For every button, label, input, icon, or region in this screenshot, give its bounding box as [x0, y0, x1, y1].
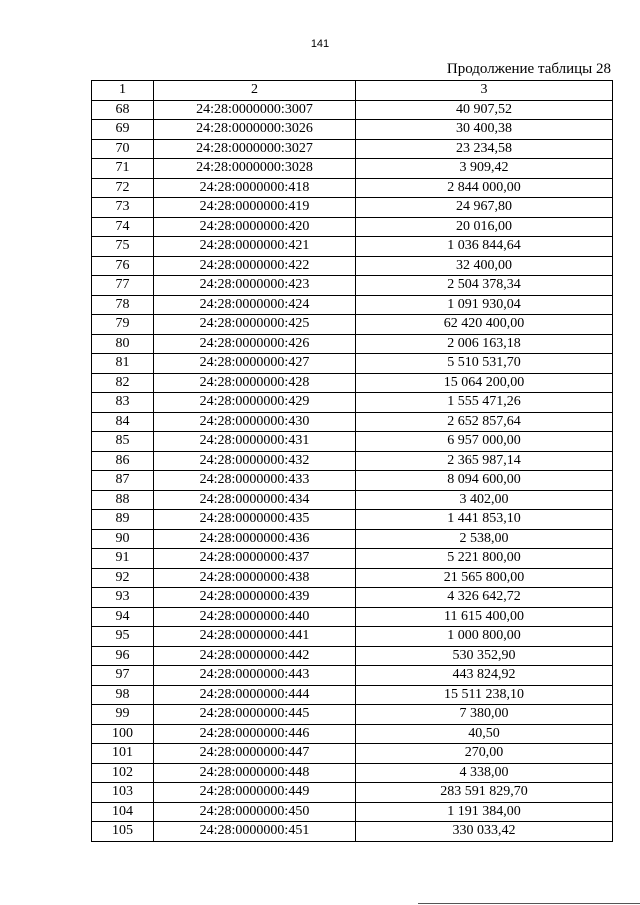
cell-value: 3 909,42	[356, 159, 613, 179]
cell-index: 69	[92, 120, 154, 140]
cell-value: 1 000 800,00	[356, 627, 613, 647]
cell-cadastral-number: 24:28:0000000:430	[154, 412, 356, 432]
cell-value: 15 064 200,00	[356, 373, 613, 393]
cell-cadastral-number: 24:28:0000000:443	[154, 666, 356, 686]
cell-cadastral-number: 24:28:0000000:438	[154, 568, 356, 588]
table-row	[92, 198, 613, 218]
cell-index: 93	[92, 588, 154, 608]
cell-value: 11 615 400,00	[356, 607, 613, 627]
cell-index: 105	[92, 822, 154, 842]
cell-value: 20 016,00	[356, 217, 613, 237]
cell-cadastral-number: 24:28:0000000:439	[154, 588, 356, 608]
cell-cadastral-number: 24:28:0000000:436	[154, 529, 356, 549]
cell-cadastral-number: 24:28:0000000:445	[154, 705, 356, 725]
cell-value: 2 652 857,64	[356, 412, 613, 432]
table-row	[92, 393, 613, 413]
table-header-row	[92, 81, 613, 101]
cell-value: 15 511 238,10	[356, 685, 613, 705]
cell-cadastral-number: 24:28:0000000:433	[154, 471, 356, 491]
cell-value: 62 420 400,00	[356, 315, 613, 335]
cell-value: 270,00	[356, 744, 613, 764]
table-row	[92, 822, 613, 842]
cell-index: 96	[92, 646, 154, 666]
cell-cadastral-number: 24:28:0000000:441	[154, 627, 356, 647]
cell-index: 88	[92, 490, 154, 510]
table-row	[92, 120, 613, 140]
cell-value: 1 555 471,26	[356, 393, 613, 413]
cell-cadastral-number: 24:28:0000000:447	[154, 744, 356, 764]
table-row	[92, 607, 613, 627]
cell-value: 443 824,92	[356, 666, 613, 686]
cell-index: 85	[92, 432, 154, 452]
table-row	[92, 217, 613, 237]
cell-value: 3 402,00	[356, 490, 613, 510]
cell-index: 92	[92, 568, 154, 588]
cell-value: 1 191 384,00	[356, 802, 613, 822]
cell-cadastral-number: 24:28:0000000:421	[154, 237, 356, 257]
cell-value: 30 400,38	[356, 120, 613, 140]
cell-index: 74	[92, 217, 154, 237]
cell-index: 72	[92, 178, 154, 198]
table-row	[92, 549, 613, 569]
cell-value: 283 591 829,70	[356, 783, 613, 803]
table-row	[92, 802, 613, 822]
cell-value: 23 234,58	[356, 139, 613, 159]
cell-index: 97	[92, 666, 154, 686]
table-row	[92, 744, 613, 764]
table-row	[92, 315, 613, 335]
cell-index: 103	[92, 783, 154, 803]
footer-rule	[418, 903, 640, 904]
cell-value: 5 510 531,70	[356, 354, 613, 374]
cell-value: 32 400,00	[356, 256, 613, 276]
cell-cadastral-number: 24:28:0000000:426	[154, 334, 356, 354]
cell-index: 68	[92, 100, 154, 120]
cell-index: 101	[92, 744, 154, 764]
table-row	[92, 568, 613, 588]
cell-index: 87	[92, 471, 154, 491]
cell-cadastral-number: 24:28:0000000:446	[154, 724, 356, 744]
cell-index: 94	[92, 607, 154, 627]
cell-cadastral-number: 24:28:0000000:450	[154, 802, 356, 822]
table-row	[92, 529, 613, 549]
cell-index: 91	[92, 549, 154, 569]
data-table	[91, 80, 613, 842]
cell-index: 70	[92, 139, 154, 159]
cell-value: 1 441 853,10	[356, 510, 613, 530]
cell-cadastral-number: 24:28:0000000:420	[154, 217, 356, 237]
table-row	[92, 627, 613, 647]
cell-index: 73	[92, 198, 154, 218]
table-row	[92, 237, 613, 257]
cell-index: 90	[92, 529, 154, 549]
cell-value: 2 538,00	[356, 529, 613, 549]
cell-index: 99	[92, 705, 154, 725]
table-row	[92, 178, 613, 198]
table-row	[92, 159, 613, 179]
header-cell-cadastral-number: 2	[154, 81, 356, 101]
cell-cadastral-number: 24:28:0000000:437	[154, 549, 356, 569]
cell-cadastral-number: 24:28:0000000:449	[154, 783, 356, 803]
table-row	[92, 412, 613, 432]
table-row	[92, 783, 613, 803]
table-row	[92, 100, 613, 120]
cell-cadastral-number: 24:28:0000000:427	[154, 354, 356, 374]
cell-index: 102	[92, 763, 154, 783]
cell-cadastral-number: 24:28:0000000:435	[154, 510, 356, 530]
cell-value: 6 957 000,00	[356, 432, 613, 452]
cell-index: 78	[92, 295, 154, 315]
cell-cadastral-number: 24:28:0000000:451	[154, 822, 356, 842]
cell-value: 530 352,90	[356, 646, 613, 666]
table-row	[92, 139, 613, 159]
cell-cadastral-number: 24:28:0000000:428	[154, 373, 356, 393]
cell-cadastral-number: 24:28:0000000:429	[154, 393, 356, 413]
cell-value: 2 006 163,18	[356, 334, 613, 354]
table-row	[92, 510, 613, 530]
cell-cadastral-number: 24:28:0000000:431	[154, 432, 356, 452]
table-caption: Продолжение таблицы 28	[446, 61, 611, 77]
cell-value: 2 844 000,00	[356, 178, 613, 198]
table-row	[92, 295, 613, 315]
cell-cadastral-number: 24:28:0000000:434	[154, 490, 356, 510]
cell-cadastral-number: 24:28:0000000:442	[154, 646, 356, 666]
cell-cadastral-number: 24:28:0000000:423	[154, 276, 356, 296]
cell-cadastral-number: 24:28:0000000:3028	[154, 159, 356, 179]
cell-index: 71	[92, 159, 154, 179]
cell-index: 100	[92, 724, 154, 744]
cell-index: 98	[92, 685, 154, 705]
table-row	[92, 451, 613, 471]
cell-index: 75	[92, 237, 154, 257]
cell-index: 86	[92, 451, 154, 471]
cell-cadastral-number: 24:28:0000000:418	[154, 178, 356, 198]
cell-index: 95	[92, 627, 154, 647]
cell-index: 80	[92, 334, 154, 354]
cell-value: 2 365 987,14	[356, 451, 613, 471]
cell-value: 8 094 600,00	[356, 471, 613, 491]
table-row	[92, 666, 613, 686]
cell-value: 4 338,00	[356, 763, 613, 783]
cell-value: 40,50	[356, 724, 613, 744]
cell-value: 1 091 930,04	[356, 295, 613, 315]
header-cell-index: 1	[92, 81, 154, 101]
cell-cadastral-number: 24:28:0000000:3027	[154, 139, 356, 159]
cell-value: 7 380,00	[356, 705, 613, 725]
cell-cadastral-number: 24:28:0000000:419	[154, 198, 356, 218]
table-row	[92, 763, 613, 783]
cell-cadastral-number: 24:28:0000000:3026	[154, 120, 356, 140]
table-row	[92, 276, 613, 296]
cell-value: 4 326 642,72	[356, 588, 613, 608]
table-row	[92, 432, 613, 452]
cell-value: 2 504 378,34	[356, 276, 613, 296]
table-row	[92, 705, 613, 725]
cell-value: 24 967,80	[356, 198, 613, 218]
cell-index: 83	[92, 393, 154, 413]
cell-value: 330 033,42	[356, 822, 613, 842]
table-row	[92, 256, 613, 276]
cell-cadastral-number: 24:28:0000000:444	[154, 685, 356, 705]
cell-cadastral-number: 24:28:0000000:3007	[154, 100, 356, 120]
cell-index: 81	[92, 354, 154, 374]
cell-value: 5 221 800,00	[356, 549, 613, 569]
table-row	[92, 490, 613, 510]
header-cell-value: 3	[356, 81, 613, 101]
table-row	[92, 373, 613, 393]
cell-index: 82	[92, 373, 154, 393]
table-body	[92, 81, 613, 842]
cell-cadastral-number: 24:28:0000000:424	[154, 295, 356, 315]
table-row	[92, 724, 613, 744]
cell-cadastral-number: 24:28:0000000:432	[154, 451, 356, 471]
cell-cadastral-number: 24:28:0000000:448	[154, 763, 356, 783]
cell-cadastral-number: 24:28:0000000:440	[154, 607, 356, 627]
cell-index: 76	[92, 256, 154, 276]
cell-index: 89	[92, 510, 154, 530]
table-row	[92, 588, 613, 608]
cell-index: 104	[92, 802, 154, 822]
cell-cadastral-number: 24:28:0000000:425	[154, 315, 356, 335]
cell-value: 40 907,52	[356, 100, 613, 120]
cell-value: 1 036 844,64	[356, 237, 613, 257]
page-number: 141	[310, 38, 330, 50]
cell-cadastral-number: 24:28:0000000:422	[154, 256, 356, 276]
table-row	[92, 471, 613, 491]
table-row	[92, 685, 613, 705]
cell-index: 84	[92, 412, 154, 432]
table-row	[92, 354, 613, 374]
cell-value: 21 565 800,00	[356, 568, 613, 588]
table-row	[92, 334, 613, 354]
cell-index: 79	[92, 315, 154, 335]
table-row	[92, 646, 613, 666]
cell-index: 77	[92, 276, 154, 296]
